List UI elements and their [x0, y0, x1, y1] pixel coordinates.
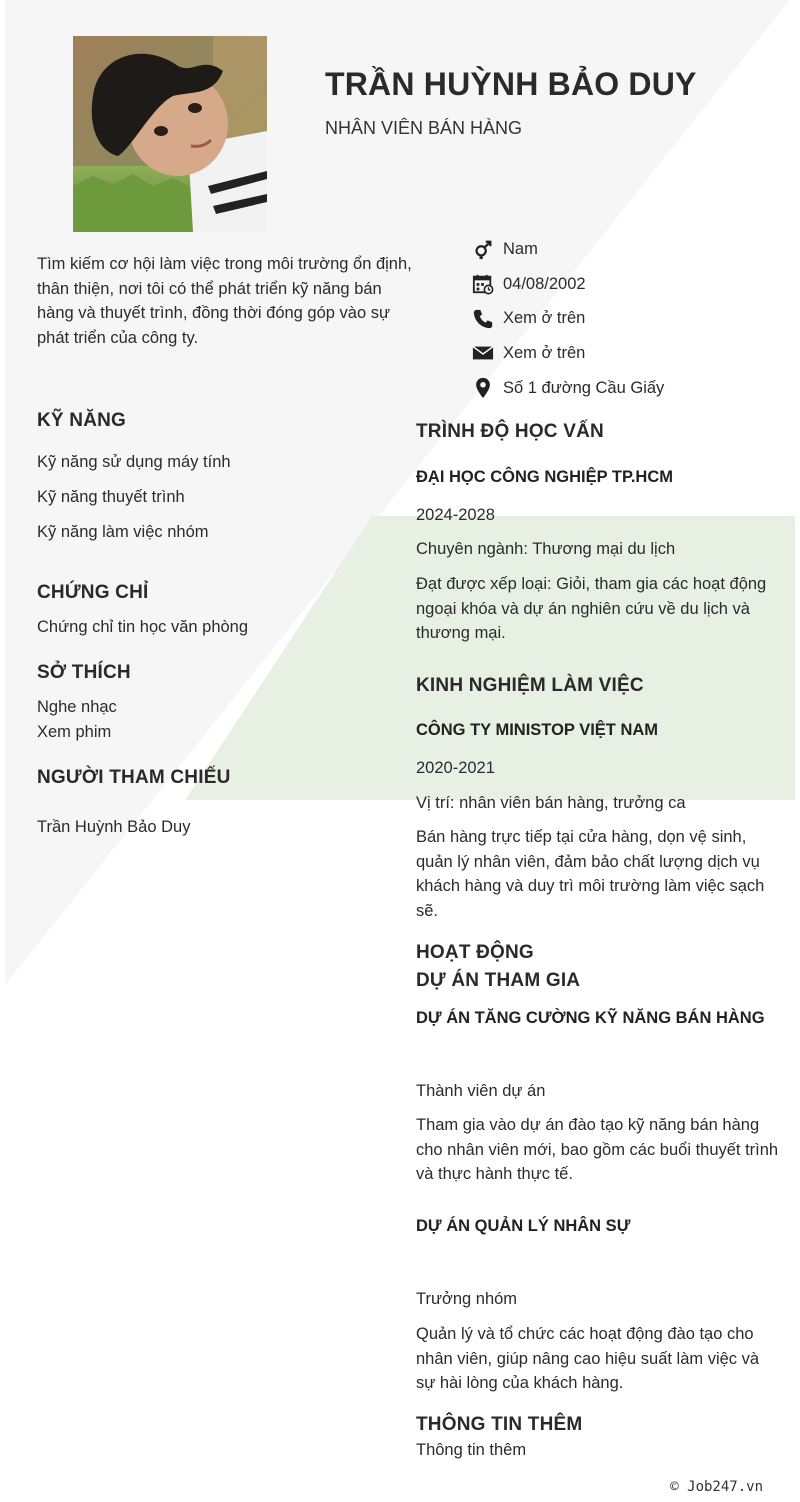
footer-copyright[interactable]: © Job247.vn — [670, 1479, 763, 1495]
certificates-heading: CHỨNG CHỈ — [37, 582, 149, 603]
skills-heading: KỸ NĂNG — [37, 410, 127, 431]
additional-text: Thông tin thêm — [416, 1441, 527, 1459]
gender-icon — [472, 238, 494, 260]
education-heading: TRÌNH ĐỘ HỌC VẤN — [416, 421, 604, 442]
skill-item: Kỹ năng thuyết trình — [37, 488, 185, 506]
project-description: Quản lý và tổ chức các hoạt động đào tạo cho nhân viên, giúp nâng cao hiệu suất làm việc và sự hài lòng của khách hàng. — [416, 1325, 760, 1392]
gender-value: Nam — [503, 239, 538, 258]
contact-address — [472, 371, 792, 406]
contact-gender — [472, 232, 792, 267]
education-major: Chuyên ngành: Thương mại du lịch — [416, 540, 676, 558]
project-role: Thành viên dự án — [416, 1082, 546, 1100]
experience-company: CÔNG TY MINISTOP VIỆT NAM — [416, 721, 659, 739]
birthday-value: 04/08/2002 — [503, 274, 586, 293]
hobby-item: Nghe nhạc — [37, 698, 117, 716]
activities-heading: HOẠT ĐỘNG — [416, 942, 534, 963]
references-heading: NGƯỜI THAM CHIẾU — [37, 767, 231, 788]
project-name: DỰ ÁN TĂNG CƯỜNG KỸ NĂNG BÁN HÀNG — [416, 1009, 765, 1027]
additional-heading: THÔNG TIN THÊM — [416, 1414, 583, 1435]
email-icon — [472, 342, 494, 364]
skill-item: Kỹ năng làm việc nhóm — [37, 523, 209, 541]
candidate-name: TRẦN HUỲNH BẢO DUY — [325, 66, 697, 102]
project-role: Trưởng nhóm — [416, 1290, 518, 1308]
phone-value: Xem ở trên — [503, 309, 586, 328]
project-description: Tham gia vào dự án đào tạo kỹ năng bán hàng cho nhân viên mới, bao gồm các buổi thuyết trình và thực hành thực tế. — [416, 1116, 779, 1183]
avatar-photo — [73, 36, 267, 232]
skill-item: Kỹ năng sử dụng máy tính — [37, 453, 231, 471]
contact-info — [472, 232, 792, 405]
project-name: DỰ ÁN QUẢN LÝ NHÂN SỰ — [416, 1217, 631, 1235]
experience-position: Vị trí: nhân viên bán hàng, trưởng ca — [416, 794, 686, 812]
email-value: Xem ở trên — [503, 343, 586, 362]
contact-email — [472, 336, 792, 371]
address-value: Số 1 đường Cầu Giấy — [503, 378, 665, 397]
education-description: Đạt được xếp loại: Giỏi, tham gia các hoạt động ngoại khóa và dự án nghiên cứu về du lịch và thương mại. — [416, 575, 767, 642]
job-title: NHÂN VIÊN BÁN HÀNG — [325, 118, 523, 138]
avatar — [73, 36, 267, 232]
experience-description: Bán hàng trực tiếp tại cửa hàng, dọn vệ sinh, quản lý nhân viên, đảm bảo chất lượng dịch vụ khách hàng và duy trì môi trường làm việc sạch sẽ. — [416, 828, 765, 920]
education-period: 2024-2028 — [416, 506, 495, 524]
reference-item: Trần Huỳnh Bảo Duy — [37, 818, 191, 836]
contact-birthday — [472, 267, 792, 302]
career-objective: Tìm kiếm cơ hội làm việc trong môi trường ổn định, thân thiện, nơi tôi có thể phát triển kỹ năng bán hàng và thuyết trình, đồng thời đóng góp vào sự phát triển của công ty. — [37, 255, 412, 347]
experience-period: 2020-2021 — [416, 759, 495, 777]
contact-phone — [472, 301, 792, 336]
calendar-icon — [472, 273, 494, 295]
hobbies-heading: SỞ THÍCH — [37, 662, 131, 683]
education-school: ĐẠI HỌC CÔNG NGHIỆP TP.HCM — [416, 468, 673, 486]
experience-heading: KINH NGHIỆM LÀM VIỆC — [416, 675, 644, 696]
projects-heading: DỰ ÁN THAM GIA — [416, 970, 581, 991]
certificate-item: Chứng chỉ tin học văn phòng — [37, 618, 249, 636]
hobby-item: Xem phim — [37, 723, 112, 741]
location-icon — [472, 377, 494, 399]
phone-icon — [472, 308, 494, 330]
